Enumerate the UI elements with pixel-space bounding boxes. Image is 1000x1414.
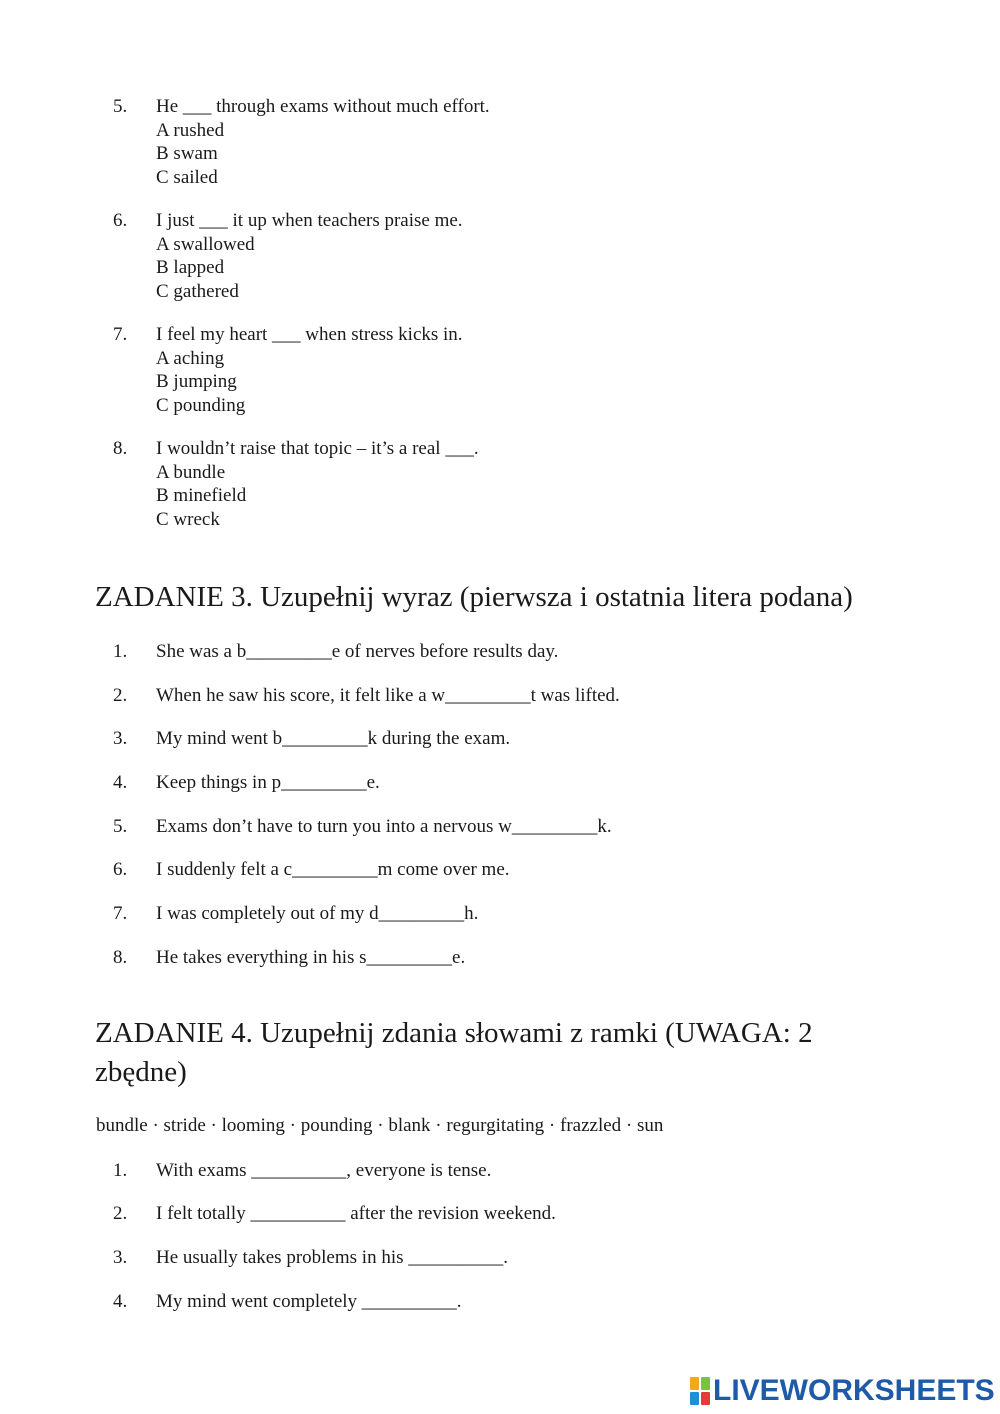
answer-option-b[interactable]: B jumping	[156, 371, 237, 392]
liveworksheets-logo	[690, 1374, 995, 1408]
answer-option-a[interactable]: A rushed	[156, 119, 225, 141]
question-text: I just ___ it up when teachers praise me.	[156, 210, 463, 231]
item-number: 1.	[113, 1160, 128, 1181]
question-block	[156, 437, 479, 531]
item-number: 4.	[113, 772, 128, 793]
gap-sentence[interactable]: She was a b_________e of nerves before results day.	[156, 641, 559, 662]
item-number: 5.	[113, 816, 128, 837]
item-number: 7.	[113, 903, 128, 924]
item-number: 3.	[113, 1247, 128, 1268]
question-number: 7.	[113, 324, 128, 345]
question-text: He ___ through exams without much effort.	[156, 96, 490, 117]
answer-option-c[interactable]: C sailed	[156, 166, 218, 188]
task3-heading: ZADANIE 3. Uzupełnij wyraz (pierwsza i ostatnia litera podana)	[95, 581, 853, 613]
answer-option-a[interactable]: A bundle	[156, 461, 226, 483]
task4-heading-line2: zbędne)	[95, 1056, 187, 1088]
answer-option-b[interactable]: B swam	[156, 143, 218, 164]
gap-sentence[interactable]: With exams __________, everyone is tense.	[156, 1160, 492, 1181]
gap-sentence[interactable]: I felt totally __________ after the revision weekend.	[156, 1203, 556, 1224]
answer-option-c[interactable]: C gathered	[156, 280, 239, 302]
answer-option-a[interactable]: A aching	[156, 347, 225, 369]
question-number: 6.	[113, 210, 128, 231]
answer-option-a[interactable]: A swallowed	[156, 233, 255, 255]
gap-sentence[interactable]: My mind went completely __________.	[156, 1291, 462, 1312]
item-number: 1.	[113, 641, 128, 662]
gap-sentence[interactable]: I was completely out of my d_________h.	[156, 903, 479, 924]
answer-option-c[interactable]: C wreck	[156, 508, 220, 530]
item-number: 3.	[113, 728, 128, 749]
answer-option-b[interactable]: B minefield	[156, 485, 247, 506]
item-number: 8.	[113, 947, 128, 968]
gap-sentence[interactable]: I suddenly felt a c_________m come over me.	[156, 859, 510, 880]
question-text: I feel my heart ___ when stress kicks in.	[156, 324, 463, 345]
question-block	[156, 323, 463, 417]
answer-option-b[interactable]: B lapped	[156, 257, 225, 278]
gap-sentence[interactable]: Keep things in p_________e.	[156, 772, 380, 793]
task4-heading-line1: ZADANIE 4. Uzupełnij zdania słowami z ramki (UWAGA: 2	[95, 1017, 813, 1049]
logo-mark-icon	[690, 1377, 710, 1405]
gap-sentence[interactable]: Exams don’t have to turn you into a nervous w_________k.	[156, 816, 612, 837]
item-number: 2.	[113, 1203, 128, 1224]
word-box: bundle · stride · looming · pounding · blank · regurgitating · frazzled · sun	[96, 1115, 664, 1136]
answer-option-c[interactable]: C pounding	[156, 394, 246, 416]
item-number: 4.	[113, 1291, 128, 1312]
gap-sentence[interactable]: He usually takes problems in his __________.	[156, 1247, 508, 1268]
question-text: I wouldn’t raise that topic – it’s a real ___.	[156, 438, 479, 459]
question-number: 5.	[113, 96, 128, 117]
item-number: 2.	[113, 685, 128, 706]
question-block	[156, 95, 490, 189]
question-number: 8.	[113, 438, 128, 459]
gap-sentence[interactable]: He takes everything in his s_________e.	[156, 947, 466, 968]
gap-sentence[interactable]: When he saw his score, it felt like a w_________t was lifted.	[156, 685, 620, 706]
question-block	[156, 209, 463, 303]
logo-text: LIVEWORKSHEETS	[713, 1374, 995, 1407]
item-number: 6.	[113, 859, 128, 880]
gap-sentence[interactable]: My mind went b_________k during the exam.	[156, 728, 511, 749]
